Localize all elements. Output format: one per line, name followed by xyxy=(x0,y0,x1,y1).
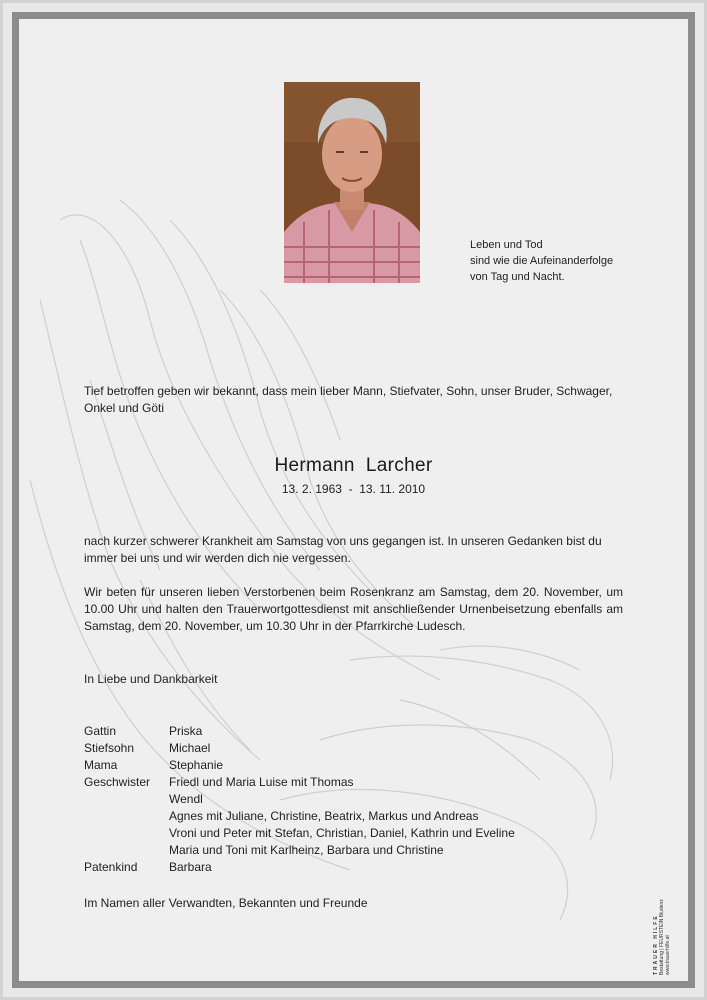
family-names: Agnes mit Juliane, Christine, Beatrix, Markus und Andreas xyxy=(169,809,479,823)
family-role: Mama xyxy=(84,758,118,772)
family-row xyxy=(84,757,644,774)
family-row xyxy=(84,825,644,842)
portrait-photo xyxy=(284,82,420,283)
family-row xyxy=(84,723,644,740)
family-role: Patenkind xyxy=(84,860,138,874)
family-role: Geschwister xyxy=(84,775,151,789)
announcement-intro: Tief betroffen geben wir bekannt, dass mein lieber Mann, Stiefvater, Sohn, unser Bruder, Schwager, Onkel und Göti xyxy=(84,384,613,415)
family-role xyxy=(84,808,169,825)
family-row xyxy=(84,808,644,825)
family-row xyxy=(84,791,644,808)
family-role: Stiefsohn xyxy=(84,741,135,755)
family-row xyxy=(84,774,644,791)
memorial-quote xyxy=(470,237,640,285)
family-names: Barbara xyxy=(169,860,212,874)
quote-line: sind wie die Aufeinanderfolge xyxy=(470,255,614,267)
family-names: Priska xyxy=(169,724,203,738)
logo-line: www.trauerhilfe.at xyxy=(665,935,671,975)
family-names: Maria und Toni mit Karlheinz, Barbara und Christine xyxy=(169,843,444,857)
deceased-name: Hermann Larcher xyxy=(274,455,433,476)
family-role xyxy=(84,825,169,842)
family-role xyxy=(84,791,169,808)
family-names: Vroni und Peter mit Stefan, Christian, Daniel, Kathrin und Eveline xyxy=(169,826,515,840)
family-names: Friedl und Maria Luise mit Thomas xyxy=(169,775,354,789)
quote-line: von Tag und Nacht. xyxy=(470,271,565,283)
family-role xyxy=(84,842,169,859)
closing-line: In Liebe und Dankbarkeit xyxy=(84,672,218,686)
family-row xyxy=(84,842,644,859)
family-row xyxy=(84,859,644,876)
family-row xyxy=(84,740,644,757)
signature-line: Im Namen aller Verwandten, Bekannten und Freunde xyxy=(84,896,368,910)
service-details: Wir beten für unseren lieben Verstorbenen beim Rosenkranz am Samstag, dem 20. November, um 10.00 Uhr und halten den Trauerwortgottesdienst mit anschließender Urnenbeisetzung ebenfalls am Samstag, dem 20. November, um 10.30 Uhr in der Pfarrkirche Ludesch. xyxy=(84,585,623,633)
quote-line: Leben und Tod xyxy=(470,239,543,251)
passing-text: nach kurzer schwerer Krankheit am Samstag von uns gegangen ist. In unseren Gedanken bist du immer bei uns und wir werden dich nie vergessen. xyxy=(84,534,602,565)
life-dates: 13. 2. 1963 - 13. 11. 2010 xyxy=(281,482,426,496)
family-list xyxy=(84,723,644,876)
family-names: Wendl xyxy=(169,792,203,806)
logo-brand: TRAUER HILFE xyxy=(653,914,659,975)
logo-line: Bestattung | FEURSTEIN Bludenz xyxy=(659,899,665,975)
family-names: Michael xyxy=(169,741,211,755)
family-names: Stephanie xyxy=(169,758,224,772)
family-role: Gattin xyxy=(84,724,117,738)
funeral-home-logo xyxy=(642,865,682,975)
